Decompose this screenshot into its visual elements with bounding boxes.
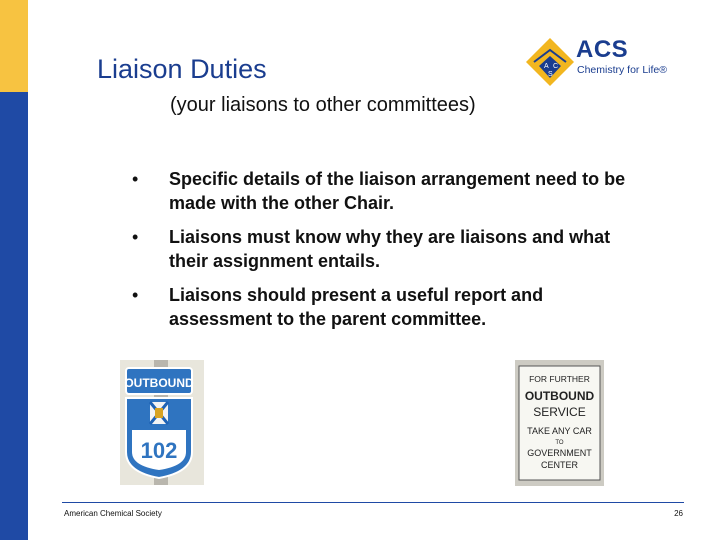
accent-bar-yellow — [0, 0, 28, 92]
emblem-letter-s: S — [548, 71, 553, 78]
sign-line-6: GOVERNMENT — [527, 448, 592, 458]
sign-line-1: FOR FURTHER — [529, 374, 590, 384]
emblem-letter-a: A — [544, 63, 549, 70]
bullet-text: Liaisons must know why they are liaisons and what their assignment entails. — [169, 227, 611, 271]
bullet-marker: • — [132, 169, 139, 189]
bullet-item — [130, 283, 630, 331]
bullet-list — [130, 167, 630, 341]
outbound-service-sign-photo — [515, 360, 604, 486]
acs-logo — [524, 36, 684, 88]
sign-outbound-text: OUTBOUND — [124, 376, 194, 390]
sign-line-4: TAKE ANY CAR — [527, 426, 592, 436]
sign-line-7: CENTER — [540, 460, 579, 470]
slide-subtitle: (your liaisons to other committees) — [170, 94, 476, 116]
bullet-text: Specific details of the liaison arrangement need to be made with the other Chair. — [169, 169, 626, 213]
bullet-marker: • — [132, 227, 139, 247]
logo-acs-text: ACS — [576, 36, 629, 63]
sign-route-number: 102 — [140, 438, 178, 463]
sign-line-2: OUTBOUND — [524, 389, 595, 403]
outbound-102-sign-photo — [120, 360, 204, 485]
bullet-item — [130, 225, 630, 273]
sign-line-5: TO — [555, 440, 564, 446]
acs-emblem-icon — [524, 36, 576, 88]
sign-line-3: SERVICE — [533, 405, 586, 419]
page-number: 26 — [674, 509, 683, 518]
accent-bar-blue — [0, 92, 28, 540]
bullet-marker: • — [132, 285, 139, 305]
footer-divider — [62, 502, 684, 503]
emblem-letter-c: C — [553, 63, 559, 70]
footer-organization: American Chemical Society — [64, 509, 162, 518]
slide-title: Liaison Duties — [97, 54, 267, 84]
logo-tagline: Chemistry for Life® — [577, 64, 668, 76]
bullet-item — [130, 167, 630, 215]
bullet-text: Liaisons should present a useful report and assessment to the parent committee. — [169, 285, 544, 329]
